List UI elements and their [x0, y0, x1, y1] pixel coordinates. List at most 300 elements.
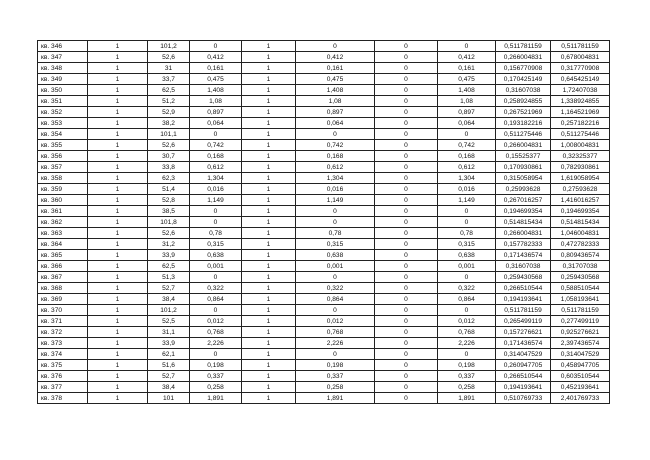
value-cell: 0,864 — [438, 294, 496, 305]
table-row — [38, 261, 610, 272]
value-cell: 0,266510544 — [496, 283, 551, 294]
table-row — [38, 85, 610, 96]
value-cell: 0,511781159 — [496, 305, 551, 316]
value-cell: 0 — [190, 349, 242, 360]
value-cell: 1 — [88, 228, 148, 239]
value-cell: 0,259430568 — [496, 272, 551, 283]
value-cell: 0,475 — [190, 74, 242, 85]
value-cell: 0,322 — [190, 283, 242, 294]
value-cell: 0,897 — [438, 107, 496, 118]
value-cell: 1,164521969 — [551, 107, 610, 118]
value-cell: 2,226 — [190, 338, 242, 349]
value-cell: 0,258 — [190, 382, 242, 393]
value-cell: 0,016 — [296, 184, 375, 195]
value-cell: 1 — [242, 96, 296, 107]
value-cell: 0,638 — [438, 250, 496, 261]
value-cell: 0,001 — [438, 261, 496, 272]
apartment-table — [37, 40, 610, 404]
value-cell: 0 — [375, 327, 438, 338]
value-cell: 0 — [438, 206, 496, 217]
table-row — [38, 96, 610, 107]
value-cell: 0 — [296, 129, 375, 140]
value-cell: 0 — [296, 272, 375, 283]
value-cell: 0,31607038 — [496, 261, 551, 272]
value-cell: 1 — [242, 52, 296, 63]
apartment-cell: кв. 350 — [38, 85, 88, 96]
value-cell: 33,7 — [148, 74, 190, 85]
apartment-cell: кв. 347 — [38, 52, 88, 63]
value-cell: 0,31707038 — [551, 261, 610, 272]
table-row — [38, 151, 610, 162]
value-cell: 51,4 — [148, 184, 190, 195]
value-cell: 0 — [375, 129, 438, 140]
apartment-cell: кв. 375 — [38, 360, 88, 371]
value-cell: 0,678004831 — [551, 52, 610, 63]
value-cell: 0,258 — [296, 382, 375, 393]
value-cell: 0,260947705 — [496, 360, 551, 371]
value-cell: 1 — [242, 151, 296, 162]
value-cell: 0,412 — [296, 52, 375, 63]
value-cell: 0,458947705 — [551, 360, 610, 371]
apartment-cell: кв. 364 — [38, 239, 88, 250]
value-cell: 0,157276621 — [496, 327, 551, 338]
value-cell: 1 — [88, 305, 148, 316]
value-cell: 0,452193641 — [551, 382, 610, 393]
value-cell: 1,304 — [296, 173, 375, 184]
value-cell: 1 — [88, 184, 148, 195]
value-cell: 0,168 — [296, 151, 375, 162]
value-cell: 62,5 — [148, 261, 190, 272]
table-row — [38, 349, 610, 360]
value-cell: 1,891 — [190, 393, 242, 404]
value-cell: 38,5 — [148, 206, 190, 217]
value-cell: 0 — [375, 239, 438, 250]
value-cell: 1 — [242, 195, 296, 206]
value-cell: 1 — [242, 129, 296, 140]
value-cell: 0 — [375, 52, 438, 63]
value-cell: 1 — [242, 393, 296, 404]
value-cell: 1 — [242, 228, 296, 239]
value-cell: 0,001 — [296, 261, 375, 272]
value-cell: 38,2 — [148, 118, 190, 129]
value-cell: 0,742 — [438, 140, 496, 151]
value-cell: 1 — [242, 261, 296, 272]
value-cell: 1 — [88, 151, 148, 162]
value-cell: 0 — [296, 349, 375, 360]
table-body — [38, 41, 610, 404]
value-cell: 0,322 — [438, 283, 496, 294]
value-cell: 0,257182216 — [551, 118, 610, 129]
apartment-cell: кв. 371 — [38, 316, 88, 327]
value-cell: 1 — [88, 349, 148, 360]
value-cell: 1 — [242, 107, 296, 118]
value-cell: 1 — [88, 239, 148, 250]
value-cell: 1 — [88, 316, 148, 327]
value-cell: 0,198 — [190, 360, 242, 371]
value-cell: 1 — [88, 118, 148, 129]
value-cell: 0,168 — [438, 151, 496, 162]
value-cell: 1 — [242, 349, 296, 360]
value-cell: 0 — [190, 217, 242, 228]
value-cell: 0,157782333 — [496, 239, 551, 250]
value-cell: 1 — [88, 162, 148, 173]
value-cell: 0,514815434 — [496, 217, 551, 228]
value-cell: 1 — [88, 217, 148, 228]
value-cell: 62,1 — [148, 349, 190, 360]
value-cell: 0,170425149 — [496, 74, 551, 85]
value-cell: 62,3 — [148, 173, 190, 184]
value-cell: 31,2 — [148, 239, 190, 250]
table-row — [38, 360, 610, 371]
value-cell: 0,001 — [190, 261, 242, 272]
value-cell: 0,156770908 — [496, 63, 551, 74]
value-cell: 0 — [375, 118, 438, 129]
table-row — [38, 173, 610, 184]
value-cell: 0 — [375, 107, 438, 118]
apartment-cell: кв. 368 — [38, 283, 88, 294]
apartment-cell: кв. 378 — [38, 393, 88, 404]
value-cell: 0,194699354 — [496, 206, 551, 217]
value-cell: 1,72407038 — [551, 85, 610, 96]
value-cell: 0,612 — [190, 162, 242, 173]
table-row — [38, 338, 610, 349]
table-row — [38, 327, 610, 338]
value-cell: 2,397436574 — [551, 338, 610, 349]
value-cell: 52,9 — [148, 107, 190, 118]
value-cell: 1 — [88, 272, 148, 283]
value-cell: 0 — [375, 283, 438, 294]
value-cell: 0,475 — [296, 74, 375, 85]
value-cell: 1 — [242, 162, 296, 173]
value-cell: 1 — [242, 118, 296, 129]
value-cell: 0 — [375, 382, 438, 393]
value-cell: 0,27593628 — [551, 184, 610, 195]
apartment-cell: кв. 359 — [38, 184, 88, 195]
value-cell: 0 — [375, 74, 438, 85]
apartment-cell: кв. 377 — [38, 382, 88, 393]
value-cell: 0,768 — [190, 327, 242, 338]
value-cell: 1,149 — [190, 195, 242, 206]
value-cell: 1,408 — [438, 85, 496, 96]
value-cell: 0,258 — [438, 382, 496, 393]
value-cell: 0 — [438, 129, 496, 140]
value-cell: 0,315058954 — [496, 173, 551, 184]
value-cell: 62,5 — [148, 85, 190, 96]
value-cell: 38,4 — [148, 382, 190, 393]
value-cell: 0 — [438, 305, 496, 316]
value-cell: 1,304 — [438, 173, 496, 184]
value-cell: 30,7 — [148, 151, 190, 162]
value-cell: 0,925276621 — [551, 327, 610, 338]
value-cell: 1 — [88, 338, 148, 349]
value-cell: 1 — [88, 261, 148, 272]
value-cell: 0,25993628 — [496, 184, 551, 195]
apartment-cell: кв. 369 — [38, 294, 88, 305]
value-cell: 1 — [88, 206, 148, 217]
value-cell: 2,226 — [296, 338, 375, 349]
value-cell: 1 — [242, 184, 296, 195]
value-cell: 1 — [242, 63, 296, 74]
value-cell: 1 — [242, 272, 296, 283]
value-cell: 0,168 — [190, 151, 242, 162]
value-cell: 1 — [242, 206, 296, 217]
table-row — [38, 129, 610, 140]
value-cell: 0,064 — [190, 118, 242, 129]
value-cell: 1 — [242, 217, 296, 228]
value-cell: 0 — [375, 349, 438, 360]
value-cell: 0 — [375, 206, 438, 217]
value-cell: 0,277499119 — [551, 316, 610, 327]
table-row — [38, 217, 610, 228]
value-cell: 0,514815434 — [551, 217, 610, 228]
value-cell: 0 — [296, 41, 375, 52]
table-row — [38, 305, 610, 316]
value-cell: 1,619058954 — [551, 173, 610, 184]
value-cell: 0 — [190, 206, 242, 217]
value-cell: 1 — [242, 360, 296, 371]
apartment-cell: кв. 370 — [38, 305, 88, 316]
value-cell: 1,416016257 — [551, 195, 610, 206]
value-cell: 1 — [88, 41, 148, 52]
value-cell: 0 — [438, 41, 496, 52]
value-cell: 0,064 — [438, 118, 496, 129]
table-row — [38, 250, 610, 261]
value-cell: 0,193182216 — [496, 118, 551, 129]
table-row — [38, 206, 610, 217]
value-cell: 0,78 — [296, 228, 375, 239]
value-cell: 1,891 — [296, 393, 375, 404]
value-cell: 0 — [438, 217, 496, 228]
value-cell: 0,198 — [438, 360, 496, 371]
value-cell: 0 — [190, 41, 242, 52]
value-cell: 0,016 — [438, 184, 496, 195]
table-row — [38, 239, 610, 250]
value-cell: 0,337 — [438, 371, 496, 382]
value-cell: 0,194699354 — [551, 206, 610, 217]
value-cell: 1,046004831 — [551, 228, 610, 239]
value-cell: 0 — [375, 261, 438, 272]
value-cell: 0,016 — [190, 184, 242, 195]
value-cell: 0 — [296, 305, 375, 316]
value-cell: 1,058193641 — [551, 294, 610, 305]
value-cell: 1 — [88, 107, 148, 118]
value-cell: 0,161 — [296, 63, 375, 74]
value-cell: 0,768 — [438, 327, 496, 338]
value-cell: 101,8 — [148, 217, 190, 228]
value-cell: 101 — [148, 393, 190, 404]
value-cell: 0,012 — [438, 316, 496, 327]
value-cell: 1 — [242, 283, 296, 294]
table-row — [38, 41, 610, 52]
value-cell: 0,511275446 — [551, 129, 610, 140]
value-cell: 33,8 — [148, 162, 190, 173]
apartment-cell: кв. 365 — [38, 250, 88, 261]
value-cell: 0 — [375, 316, 438, 327]
value-cell: 101,1 — [148, 129, 190, 140]
value-cell: 1 — [242, 239, 296, 250]
value-cell: 1 — [88, 327, 148, 338]
value-cell: 1,408 — [296, 85, 375, 96]
value-cell: 1 — [88, 85, 148, 96]
apartment-cell: кв. 362 — [38, 217, 88, 228]
value-cell: 1 — [242, 338, 296, 349]
value-cell: 0,472782333 — [551, 239, 610, 250]
value-cell: 0,315 — [190, 239, 242, 250]
table-row — [38, 184, 610, 195]
value-cell: 0,475 — [438, 74, 496, 85]
value-cell: 0,612 — [296, 162, 375, 173]
table-row — [38, 283, 610, 294]
value-cell: 52,7 — [148, 283, 190, 294]
value-cell: 0 — [375, 250, 438, 261]
value-cell: 0 — [375, 360, 438, 371]
value-cell: 0,897 — [190, 107, 242, 118]
value-cell: 1 — [88, 173, 148, 184]
value-cell: 0,782930861 — [551, 162, 610, 173]
value-cell: 2,401769733 — [551, 393, 610, 404]
value-cell: 0 — [375, 140, 438, 151]
value-cell: 0,31607038 — [496, 85, 551, 96]
value-cell: 1 — [88, 371, 148, 382]
value-cell: 0,337 — [296, 371, 375, 382]
value-cell: 0 — [375, 85, 438, 96]
value-cell: 0,809436574 — [551, 250, 610, 261]
value-cell: 1,08 — [296, 96, 375, 107]
table-row — [38, 272, 610, 283]
table-row — [38, 52, 610, 63]
value-cell: 0,864 — [190, 294, 242, 305]
apartment-cell: кв. 353 — [38, 118, 88, 129]
table-row — [38, 371, 610, 382]
apartment-cell: кв. 367 — [38, 272, 88, 283]
value-cell: 101,2 — [148, 305, 190, 316]
value-cell: 1,08 — [190, 96, 242, 107]
value-cell: 1 — [242, 327, 296, 338]
table-row — [38, 63, 610, 74]
value-cell: 0 — [375, 195, 438, 206]
value-cell: 0,012 — [190, 316, 242, 327]
value-cell: 0 — [190, 129, 242, 140]
value-cell: 1 — [88, 283, 148, 294]
value-cell: 33,9 — [148, 250, 190, 261]
value-cell: 52,6 — [148, 52, 190, 63]
value-cell: 1 — [88, 382, 148, 393]
value-cell: 0,768 — [296, 327, 375, 338]
value-cell: 0,322 — [296, 283, 375, 294]
value-cell: 0 — [375, 184, 438, 195]
value-cell: 0,161 — [190, 63, 242, 74]
value-cell: 0,510769733 — [496, 393, 551, 404]
value-cell: 0,15525377 — [496, 151, 551, 162]
value-cell: 1 — [88, 63, 148, 74]
value-cell: 1,08 — [438, 96, 496, 107]
table-row — [38, 195, 610, 206]
value-cell: 0,161 — [438, 63, 496, 74]
apartment-cell: кв. 352 — [38, 107, 88, 118]
value-cell: 0,588510544 — [551, 283, 610, 294]
value-cell: 0,194193641 — [496, 294, 551, 305]
value-cell: 0,315 — [296, 239, 375, 250]
apartment-cell: кв. 376 — [38, 371, 88, 382]
value-cell: 1 — [242, 305, 296, 316]
value-cell: 38,4 — [148, 294, 190, 305]
table-row — [38, 140, 610, 151]
apartment-cell: кв. 373 — [38, 338, 88, 349]
value-cell: 2,226 — [438, 338, 496, 349]
apartment-cell: кв. 358 — [38, 173, 88, 184]
value-cell: 1 — [242, 382, 296, 393]
value-cell: 1 — [88, 195, 148, 206]
value-cell: 0,315 — [438, 239, 496, 250]
value-cell: 52,6 — [148, 228, 190, 239]
value-cell: 0,638 — [190, 250, 242, 261]
value-cell: 1 — [242, 173, 296, 184]
value-cell: 0,511781159 — [551, 305, 610, 316]
value-cell: 0 — [375, 173, 438, 184]
value-cell: 0,314047529 — [551, 349, 610, 360]
value-cell: 51,2 — [148, 96, 190, 107]
value-cell: 0,259430568 — [551, 272, 610, 283]
table-row — [38, 228, 610, 239]
value-cell: 0,612 — [438, 162, 496, 173]
value-cell: 33,9 — [148, 338, 190, 349]
apartment-cell: кв. 357 — [38, 162, 88, 173]
apartment-cell: кв. 346 — [38, 41, 88, 52]
value-cell: 0,638 — [296, 250, 375, 261]
value-cell: 1 — [88, 74, 148, 85]
value-cell: 0 — [375, 96, 438, 107]
apartment-cell: кв. 348 — [38, 63, 88, 74]
table-row — [38, 107, 610, 118]
apartment-cell: кв. 354 — [38, 129, 88, 140]
value-cell: 0,266004831 — [496, 52, 551, 63]
value-cell: 52,6 — [148, 140, 190, 151]
table-row — [38, 382, 610, 393]
value-cell: 0 — [375, 294, 438, 305]
value-cell: 0,198 — [296, 360, 375, 371]
apartment-cell: кв. 366 — [38, 261, 88, 272]
value-cell: 0,603510544 — [551, 371, 610, 382]
value-cell: 1,008004831 — [551, 140, 610, 151]
value-cell: 0,864 — [296, 294, 375, 305]
value-cell: 0 — [375, 41, 438, 52]
value-cell: 0,78 — [190, 228, 242, 239]
value-cell: 0,266004831 — [496, 140, 551, 151]
value-cell: 1 — [242, 371, 296, 382]
value-cell: 1 — [88, 129, 148, 140]
value-cell: 0,511781159 — [551, 41, 610, 52]
value-cell: 1 — [88, 140, 148, 151]
value-cell: 0,266004831 — [496, 228, 551, 239]
value-cell: 0,194193641 — [496, 382, 551, 393]
apartment-cell: кв. 363 — [38, 228, 88, 239]
value-cell: 1 — [88, 96, 148, 107]
value-cell: 51,3 — [148, 272, 190, 283]
apartment-cell: кв. 356 — [38, 151, 88, 162]
value-cell: 0 — [375, 393, 438, 404]
value-cell: 1 — [242, 140, 296, 151]
value-cell: 0 — [375, 162, 438, 173]
value-cell: 0,170930861 — [496, 162, 551, 173]
value-cell: 0,897 — [296, 107, 375, 118]
value-cell: 52,5 — [148, 316, 190, 327]
value-cell: 1,149 — [438, 195, 496, 206]
value-cell: 0 — [375, 338, 438, 349]
value-cell: 0 — [190, 305, 242, 316]
apartment-cell: кв. 372 — [38, 327, 88, 338]
value-cell: 0 — [375, 228, 438, 239]
value-cell: 1 — [88, 250, 148, 261]
